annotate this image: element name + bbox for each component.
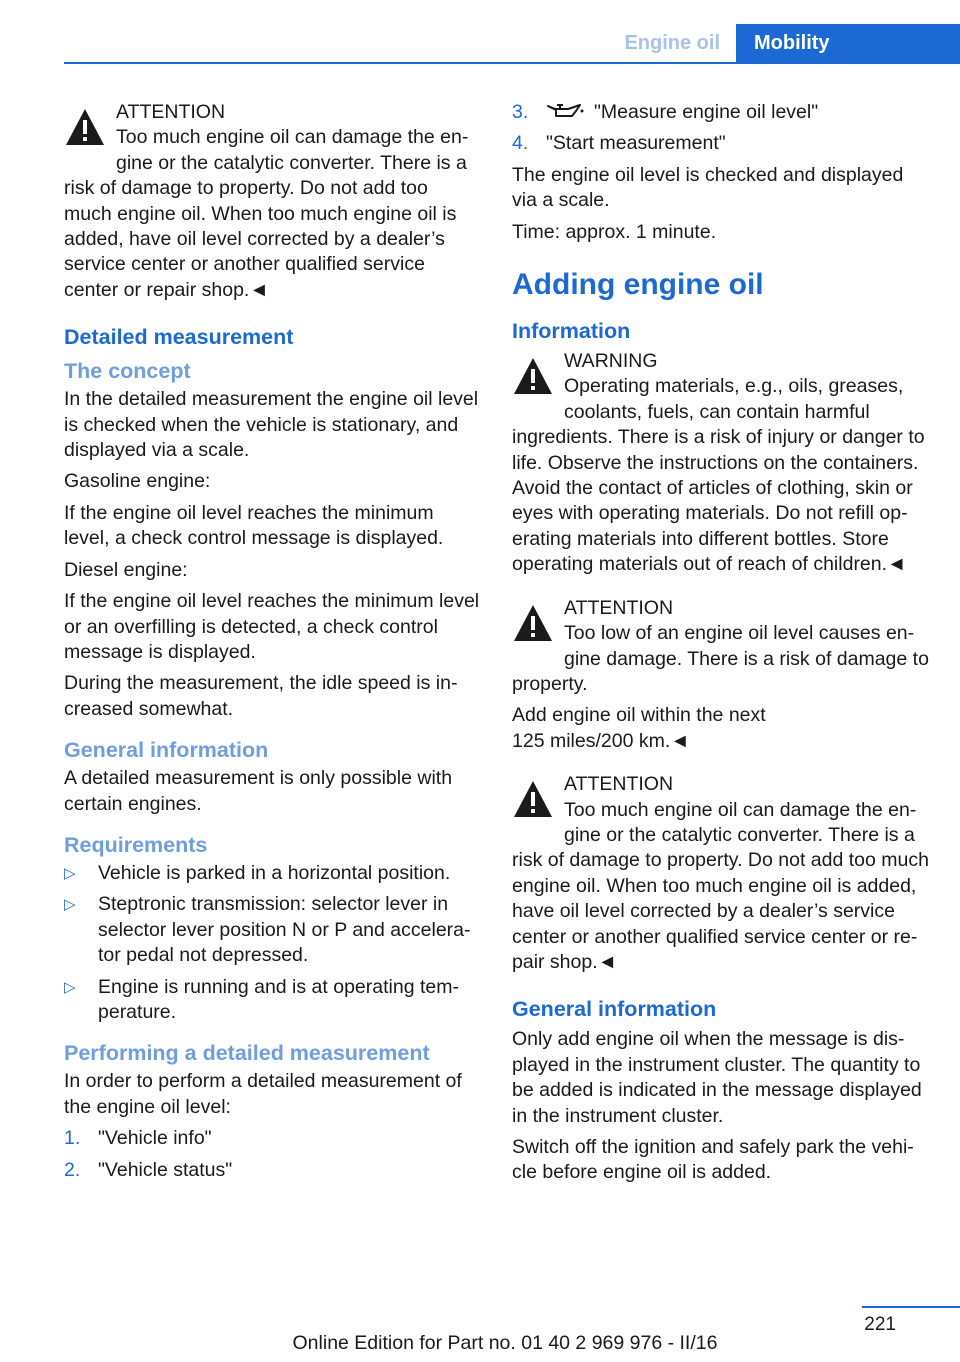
footer-rule — [862, 1306, 960, 1308]
time-text: Time: approx. 1 minute. — [512, 220, 717, 243]
general-info-heading-right: General information — [512, 997, 717, 1022]
list-item: 4. "Start measurement" — [512, 132, 726, 155]
attention-text: Too much engine oil can damage the engine or the catalytic converter. There is a risk of damage to property. Do not add too much engine oil. When too much engine oil is added, have oil level corrected by a dealer’s service center or another qualified service center or repair shop.◄ — [64, 126, 469, 301]
attention-text: Too much engine oil can damage the engine or the catalytic converter. There is a risk of damage to property. Do not add too much engine oil. When too much engine oil is added, have oil level corrected by a dealer’s service center or another qualified service center or repair shop.◄ — [512, 798, 929, 973]
header-section-tab: Engine oil — [624, 32, 720, 54]
left-column — [64, 100, 480, 1189]
gasoline-text: If the engine oil level reaches the minimum level, a check control message is displayed. — [64, 501, 444, 550]
warning-triangle-icon — [512, 355, 554, 397]
list-item: ▷ Vehicle is parked in a horizontal position. — [64, 861, 480, 886]
general-info-text-right: Only add engine oil when the message is displayed in the instrument cluster. The quantity to be added is indicated in the message displayed in the instrument cluster. — [512, 1028, 922, 1127]
page-number: 221 — [864, 1314, 896, 1335]
concept-text: In the detailed measurement the engine oil level is checked when the vehicle is stationary, and displayed via a scale. — [64, 388, 479, 462]
triangle-bullet-icon: ▷ — [64, 864, 76, 882]
attention-notice-low-oil — [512, 596, 932, 698]
requirements-heading: Requirements — [64, 832, 208, 857]
general-info-heading: General information — [64, 738, 269, 763]
warning-triangle-icon — [64, 106, 106, 148]
list-item: ▷ Steptronic transmission: selector lever in selector lever position N or P and accelerator pedal not depressed. — [64, 893, 471, 967]
attention-text: Too low of an engine oil level causes engine damage. There is a risk of damage to property. — [512, 622, 929, 695]
warning-label: WARNING — [564, 350, 658, 373]
information-heading: Information — [512, 319, 631, 344]
header-chapter-tab: Mobility — [736, 24, 960, 62]
requirements-list — [64, 861, 480, 1025]
result-text: The engine oil level is checked and displayed via a scale. — [512, 163, 904, 212]
attention-label: ATTENTION — [564, 596, 674, 619]
diesel-label: Diesel engine: — [64, 558, 188, 581]
gasoline-label: Gasoline engine: — [64, 470, 211, 493]
idle-text: During the measurement, the idle speed is increased somewhat. — [64, 672, 458, 720]
right-column — [512, 100, 932, 1192]
list-item: ▷ Engine is running and is at operating temperature. — [64, 975, 459, 1023]
general-info-text: A detailed measurement is only possible with certain engines. — [64, 767, 453, 815]
attention-notice-too-much — [512, 772, 932, 975]
attention-notice — [64, 100, 480, 303]
adding-engine-oil-heading: Adding engine oil — [512, 268, 764, 302]
concept-heading: The concept — [64, 359, 191, 384]
list-item: 1. "Vehicle info" — [64, 1127, 212, 1150]
footer-edition: Online Edition for Part no. 01 40 2 969 976 - II/16 — [292, 1332, 718, 1354]
performing-text: In order to perform a detailed measurement of the engine oil level: — [64, 1070, 462, 1118]
performing-heading: Performing a detailed measurement — [64, 1041, 430, 1066]
steps-list — [64, 1126, 480, 1183]
warning-triangle-icon — [512, 778, 554, 820]
triangle-bullet-icon: ▷ — [64, 978, 76, 996]
add-oil-distance: 125 miles/200 km.◄ — [512, 729, 690, 752]
add-oil-text: Add engine oil within the next — [512, 704, 766, 727]
detailed-measurement-heading: Detailed measurement — [64, 325, 294, 350]
warning-text: Operating materials, e.g., oils, greases, coolants, fuels, can contain harmful ingredients. There is a risk of injury or danger to life. Observe the instructions on the containers. Avoid the contact of articles of clothing, skin or eyes with operating materials. Do not refill operating materials into different bottles. Store operating materials out of reach of children.◄ — [512, 375, 925, 576]
list-item: 3. "Measure engine oil level" — [512, 101, 819, 123]
oil-can-icon — [546, 102, 584, 120]
list-item: 2. "Vehicle status" — [64, 1158, 233, 1181]
triangle-bullet-icon: ▷ — [64, 896, 76, 914]
attention-label: ATTENTION — [116, 101, 226, 123]
steps-list-continued — [512, 100, 932, 157]
diesel-text: If the engine oil level reaches the minimum level or an overfilling is detected, a check control message is displayed. — [64, 590, 480, 663]
warning-triangle-icon — [512, 602, 554, 644]
attention-label: ATTENTION — [564, 773, 674, 796]
header-rule — [64, 62, 960, 64]
switch-off-text: Switch off the ignition and safely park the vehicle before engine oil is added. — [512, 1136, 914, 1184]
warning-notice — [512, 349, 932, 578]
